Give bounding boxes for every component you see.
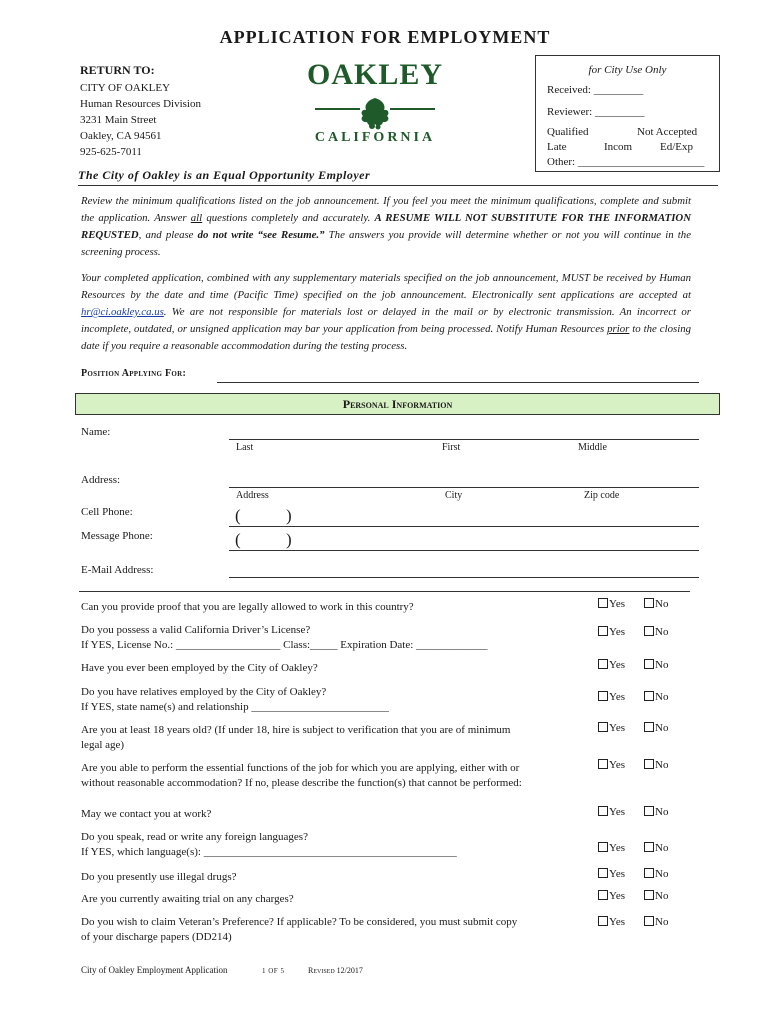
question-row: Are you currently awaiting trial on any charges? bbox=[81, 893, 294, 905]
checkbox-icon[interactable] bbox=[598, 598, 608, 608]
no-option[interactable]: No bbox=[644, 868, 668, 880]
checkbox-icon[interactable] bbox=[644, 759, 654, 769]
city-use-box bbox=[535, 55, 720, 172]
address-line: Oakley, CA 94561 bbox=[80, 130, 162, 142]
page-number: 1 OF 5 bbox=[262, 967, 285, 975]
checkbox-icon[interactable] bbox=[644, 659, 654, 669]
no-option[interactable]: No bbox=[644, 842, 668, 854]
checkbox-icon[interactable] bbox=[644, 598, 654, 608]
checkbox-icon[interactable] bbox=[644, 691, 654, 701]
logo-wordmark: OAKLEY bbox=[306, 58, 444, 91]
reviewer-field: Reviewer: _________ bbox=[547, 106, 645, 118]
late-label: Late bbox=[547, 141, 567, 153]
message-area-close: ) bbox=[286, 530, 292, 549]
question-row: Do you have relatives employed by the City of Oakley? If YES, state name(s) and relationship _________________________ bbox=[81, 686, 389, 713]
question-row: Do you presently use illegal drugs? bbox=[81, 871, 237, 883]
no-option[interactable]: No bbox=[644, 916, 668, 928]
oakley-logo bbox=[300, 58, 450, 150]
address-line: Human Resources Division bbox=[80, 98, 201, 110]
footer-title: City of Oakley Employment Application bbox=[81, 965, 228, 975]
zip-sublabel: Zip code bbox=[584, 490, 620, 501]
checkbox-icon[interactable] bbox=[598, 842, 608, 852]
message-phone-label: Message Phone: bbox=[81, 530, 153, 542]
question-row: Are you able to perform the essential functions of the job for which you are applying, either with or without reasonable accommodation? If no, please describe the function(s) that cannot be performed: bbox=[81, 762, 522, 789]
divider bbox=[78, 185, 718, 186]
checkbox-icon[interactable] bbox=[644, 890, 654, 900]
eoe-statement: The City of Oakley is an Equal Opportunity Employer bbox=[78, 168, 371, 182]
email-label: E-Mail Address: bbox=[81, 564, 154, 576]
incom-label: Incom bbox=[604, 141, 633, 153]
address-line: 3231 Main Street bbox=[80, 114, 157, 126]
checkbox-icon[interactable] bbox=[598, 691, 608, 701]
address-line: 925-625-7011 bbox=[80, 146, 142, 158]
no-option[interactable]: No bbox=[644, 598, 668, 610]
instructions-paragraph: Review the minimum qualifications listed on the job announcement. If you feel you meet the minimum qualifications, complete and submit the application. Answer all questions completely and accurately. A RESUME WILL NOT SUBSTITUTE FOR THE INFORMATION REQUSTED, and please do not write “see Resume.” The answers you provide will determine whether or not you will continue in the screening process. bbox=[81, 195, 691, 258]
checkbox-icon[interactable] bbox=[598, 868, 608, 878]
cell-area-open: ( bbox=[235, 506, 241, 525]
return-address bbox=[80, 80, 201, 160]
position-input[interactable] bbox=[217, 382, 699, 383]
checkbox-icon[interactable] bbox=[598, 626, 608, 636]
middle-sublabel: Middle bbox=[578, 442, 607, 453]
yes-option[interactable]: Yes bbox=[598, 916, 625, 928]
checkbox-icon[interactable] bbox=[598, 659, 608, 669]
checkbox-icon[interactable] bbox=[644, 916, 654, 926]
yes-option[interactable]: Yes bbox=[598, 806, 625, 818]
email-input[interactable] bbox=[229, 577, 699, 578]
address-input[interactable] bbox=[229, 487, 699, 488]
no-option[interactable]: No bbox=[644, 806, 668, 818]
checkbox-icon[interactable] bbox=[598, 806, 608, 816]
yes-option[interactable]: Yes bbox=[598, 722, 625, 734]
question-row: Can you provide proof that you are legally allowed to work in this country? bbox=[81, 601, 414, 613]
message-area-open: ( bbox=[235, 530, 241, 549]
address-line: CITY OF OAKLEY bbox=[80, 82, 171, 94]
yes-option[interactable]: Yes bbox=[598, 626, 625, 638]
section-header bbox=[75, 393, 720, 415]
name-label: Name: bbox=[81, 426, 111, 438]
checkbox-icon[interactable] bbox=[644, 626, 654, 636]
submission-paragraph: Your completed application, combined with any supplementary materials specified on the job announcement, MUST be received by Human Resources by the date and time (Pacific Time) specified on the job announcement. Electronically sent applications are accepted at hr@ci.oakley.ca.us. We are not responsible for materials lost or delayed in the mail or by electronic transmission. An incorrect or incomplete, outdated, or unsigned application may bar your application from being processed. Notify Human Resources prior to the closing date if you require a reasonable accommodation during the testing process. bbox=[81, 272, 691, 352]
checkbox-icon[interactable] bbox=[644, 842, 654, 852]
yes-option[interactable]: Yes bbox=[598, 890, 625, 902]
received-field: Received: _________ bbox=[547, 84, 644, 96]
city-sublabel: City bbox=[445, 490, 463, 501]
city-use-heading: for City Use Only bbox=[588, 64, 667, 76]
no-option[interactable]: No bbox=[644, 626, 668, 638]
question-row: Are you at least 18 years old? (If under 18, hire is subject to verification that you are of minimum legal age) bbox=[81, 724, 511, 751]
yes-option[interactable]: Yes bbox=[598, 598, 625, 610]
checkbox-icon[interactable] bbox=[598, 916, 608, 926]
address-label: Address: bbox=[81, 474, 121, 486]
hr-email-link[interactable]: hr@ci.oakley.ca.us bbox=[81, 306, 164, 318]
address-sublabel: Address bbox=[236, 490, 269, 501]
no-option[interactable]: No bbox=[644, 659, 668, 671]
checkbox-icon[interactable] bbox=[644, 806, 654, 816]
section-title: Personal Information bbox=[342, 397, 453, 411]
last-sublabel: Last bbox=[236, 442, 254, 453]
revision-date: Revised 12/2017 bbox=[308, 966, 363, 975]
return-to-label: RETURN TO: bbox=[80, 63, 155, 77]
checkbox-icon[interactable] bbox=[598, 722, 608, 732]
question-row: Have you ever been employed by the City of Oakley? bbox=[81, 662, 318, 674]
yes-option[interactable]: Yes bbox=[598, 759, 625, 771]
question-row: Do you wish to claim Veteran’s Preference? If applicable? To be considered, you must submit copy of your discharge papers (DD214) bbox=[81, 916, 518, 943]
qualified-label: Qualified bbox=[547, 126, 589, 138]
no-option[interactable]: No bbox=[644, 759, 668, 771]
cell-area-close: ) bbox=[286, 506, 292, 525]
ed-exp-label: Ed/Exp bbox=[660, 141, 693, 153]
logo-state: CALIFORNIA bbox=[314, 130, 436, 145]
divider bbox=[79, 591, 690, 592]
yes-option[interactable]: Yes bbox=[598, 659, 625, 671]
question-row: Do you possess a valid California Driver’s License? If YES, License No.: ___________________ Class:_____ Expiration Date: _____________ bbox=[81, 624, 488, 651]
checkbox-icon[interactable] bbox=[644, 722, 654, 732]
yes-option[interactable]: Yes bbox=[598, 868, 625, 880]
not-accepted-label: Not Accepted bbox=[637, 126, 698, 138]
first-sublabel: First bbox=[442, 442, 461, 453]
yes-option[interactable]: Yes bbox=[598, 842, 625, 854]
cell-phone-input[interactable] bbox=[229, 526, 699, 527]
no-option[interactable]: No bbox=[644, 691, 668, 703]
checkbox-icon[interactable] bbox=[598, 759, 608, 769]
yes-option[interactable]: Yes bbox=[598, 691, 625, 703]
question-row: Do you speak, read or write any foreign languages? If YES, which language(s): ______________________________________________ bbox=[81, 831, 457, 858]
question-row: May we contact you at work? bbox=[81, 808, 212, 820]
cell-phone-label: Cell Phone: bbox=[81, 506, 133, 518]
other-field: Other: _______________________ bbox=[547, 156, 705, 168]
no-option[interactable]: No bbox=[644, 722, 668, 734]
message-phone-input[interactable] bbox=[229, 550, 699, 551]
page-title: APPLICATION FOR EMPLOYMENT bbox=[219, 27, 551, 47]
checkbox-icon[interactable] bbox=[644, 868, 654, 878]
position-label: Position Applying For: bbox=[81, 368, 187, 379]
oak-leaf-icon bbox=[300, 96, 450, 130]
no-option[interactable]: No bbox=[644, 890, 668, 902]
checkbox-icon[interactable] bbox=[598, 890, 608, 900]
name-input[interactable] bbox=[229, 439, 699, 440]
